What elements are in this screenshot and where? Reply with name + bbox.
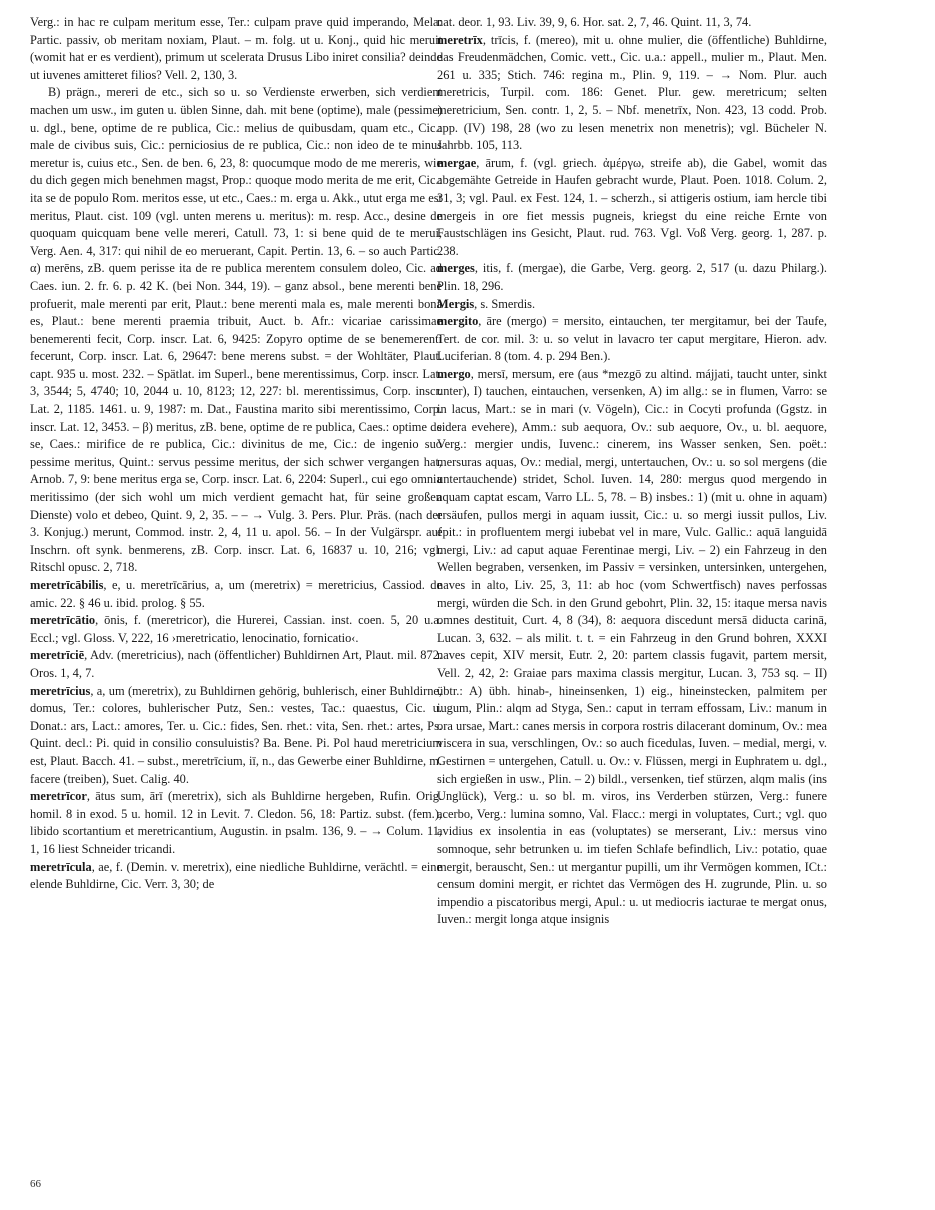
entry-body: , āre (mergo) = mersito, eintauchen, ter mergitamur, bei der Taufe, Tert. de cor. mil. 3: u. so velut in lavacro ter caput mergitare, Hieron. adv. Luciferian. 8 (tom. 4. p. 294 Ben.).: [437, 314, 827, 364]
page-number: 66: [30, 1178, 41, 1190]
entry-body: , ae, f. (Demin. v. meretrix), eine niedliche Buhldirne, verächtl. = eine elende Buhldirne, Cic. Verr. 3, 30; de: [30, 859, 442, 892]
headword: meretrīciē: [30, 648, 85, 663]
entry-meretricula: [30, 859, 442, 894]
entry-mergo: [437, 366, 827, 929]
entry-body: , ātus sum, ārī (meretrix), sich als Buhldirne hergeben, Rufin. Orig. homil. 8 in exod. 5 u. homil. 12 in Levit. 7. Cledon. 56, 18: Partiz. subst. (fem.), libido scortantium et meretricantium, Augustin. in psalm. 136, 9. – → Colum. 11, 1, 16 liest Schneider tricandi.: [30, 789, 442, 856]
entry-body: , mersī, mersum, ere (aus *mezgō zu altind. májjati, taucht unter, sinkt unter), I) tauchen, eintauchen, versenken, A) im allg.: se in flumen, Varro: se in lacus, Mart.: se in mari (v. Vögeln), Cic.: in Cocyti profunda (Ggstz. in sidera evehere), Amm.: sub aequora, Ov.: sub aequore, Ov., u. bl. aequore, Verg.: mergier undis, Iuvenc.: cinerem, ins Wasser senken, Sen. poët.: mersuras aquas, Ov.: medial, mergi, untertauchen, Ov.: u. so sol mergens (die untertauchende) stridet, Schol. Iuven. 14, 280: mergus quod mergendo in aquam captat escam, Varro LL. 5, 78. – B) insbes.: 1) (mit u. ohne in aquam) ersäufen, pullos mergi in aquam iussit, Cic.: u. so mergi iussit pullos, Liv. epit.: in profluentem mergi iubebat vel in mare, Vulc. Gallic.: aquā languidā mergi, Liv.: ad caput aquae Ferentinae mergi, Liv. – 2) ein Fahrzeug in den Wellen begraben, versenken, im Passiv = versinken, untersinken, untergehen, naves in alto, Liv. 25, 3, 11: ab hoc (vom Schwertfisch) naves perfossas mergi, würden die Sch. in den Grund gebohrt, Plin. 32, 15: itaque mersa navis omnes destituit, Curt. 4, 8 (34), 8: aequora discedunt mersā diducta carinā, Lucan. 3, 632. – als milit. t. t. = ein Fahrzeug in den Grund bohren, XXXI naves cepit, XIV mersit, Eutr. 2, 20: partem classis fugavit, partem mersit, Vell. 2, 42, 2: Graiae pars maxima classis mergitur, Lucan. 3, 753 sq. – II) übtr.: A) übh. hinab-, hineinsenken, 1) eig., hineinstecken, palmitem per iugum, Plin.: alqm ad Styga, Sen.: caput in terram effossam, Liv.: manum in ora ursae, Mart.: canes mersis in corpora rostris dilacerant dominum, Ov.: mea viscera in sua, verschlingen, Ov.: so auch ficedulas, Iuven. – medial, mergi, v. Gestirnen = untergehen, Catull. u. Ov.: v. Flüssen, mergi in Euphratem u. dgl., sich ergießen in usw., Plin. – 2) bildl., versenken, tief stürzen, alqm malis (ins Unglück), Verg.: u. so bl. m. viros, ins Verderben stürzen, Verg.: funere acerbo, Verg.: lumina somno, Val. Flacc.: mergi in voluptates, Curt.; vgl. quo avidius ex insolentia in eas (voluptates) se merserant, Liv.: mersus vino somnoque, sehr betrunken u. im tiefen Schlafe befindlich, Liv.: potatio, quae mergit, berauscht, Sen.: ut mergantur pupilli, um ihr Vermögen kommen, ICt.: censum domini mergit, er richtet das Vermögen des H. zugrunde, Plin. u. so impendio a piscatoribus mergi, Apul.: u. ut mediocris iacturae te mergat onus, Iuven.: mergit longa atque insignis: [437, 366, 827, 927]
headword: meretrīx: [437, 32, 483, 47]
entry-meretricatio: [30, 612, 442, 647]
entry-body: , ōnis, f. (meretricor), die Hurerei, Cassian. inst. coen. 5, 20 u.a. Eccl.; vgl. Gloss. V, 222, 16 ›meretricatio, lenocinatio, fornicatio‹.: [30, 613, 442, 645]
headword: Mergis: [437, 296, 475, 311]
left-paragraph-1: Verg.: in hac re culpam meritum esse, Ter.: culpam prave quid imperando, Mela: Partic. passiv, ob meritam noxiam, Plaut. – m. folg. ut u. Konj., quid hic meruit (womit hat er es verdient), primum ut scelerata Drusus Libo iniret consilia? deinde ut iuvenes amitteret filios? Vell. 2, 130, 3.: [30, 15, 442, 82]
entry-merges: [437, 260, 827, 295]
headword: meretrīcātio: [30, 613, 96, 628]
entry-mergito: [437, 313, 827, 366]
entry-meretricor: [30, 788, 442, 858]
headword: mergito: [437, 314, 479, 329]
headword: meretrīcius: [30, 683, 91, 698]
headword: meretrīcor: [30, 789, 87, 804]
entry-body: , e, u. meretrīcārius, a, um (meretrix) = meretricius, Cassiod. de amic. 22. § 46 u. ibid. prolog. § 55.: [30, 578, 442, 610]
entry-body: , ārum, f. (vgl. griech. ἀμέργω, streife ab), die Gabel, womit das abgemähte Getreide in Haufen gebracht wurde, Plaut. Poen. 1018. Colum. 2, 31, 3; vgl. Paul. ex Fest. 124, 1. – scherzh., si attigeris ostium, iam hercle tibi mergeis in ore fiet messis pugneis, kriegst du eine reiche Ernte von Faustschlägen ins Gesicht, Plaut. rud. 763. Vgl. Voß Verg. georg. 1, 287. p. 238.: [437, 155, 827, 258]
right-column: [437, 14, 827, 929]
headword: merges: [437, 261, 475, 276]
entry-body: , s. Smerdis.: [474, 296, 536, 311]
headword: mergae: [437, 155, 477, 170]
left-column: [30, 14, 442, 894]
entry-meretricius: [30, 683, 442, 789]
entry-meretricie: [30, 647, 442, 682]
entry-body: , a, um (meretrix), zu Buhldirnen gehörig, buhlerisch, einer Buhldirne, domus, Ter.: colores, buhlerischer Putz, Sen.: vestes, Tac.: quaestus, Cic. u. Donat.: ars, Lact.: amores, Ter. u. Cic.: fides, Sen. rhet.: vita, Sen. rhet.: artes, Ps. Quint. decl.: Pi. quid in consilio consuluistis? Ba. Bene. Pi. Pol haud meretricium est, Plaut. Bacch. 41. – subst., meretrīcium, iī, n., das Gewerbe einer Buhldirne, m. facere (treiben), Suet. Calig. 40.: [30, 683, 442, 786]
entry-mergae: [437, 155, 827, 261]
right-paragraph-1: nat. deor. 1, 93. Liv. 39, 9, 6. Hor. sat. 2, 7, 46. Quint. 11, 3, 74.: [437, 15, 752, 29]
left-paragraph-2: B) prägn., mereri de etc., sich so u. so Verdienste erwerben, sich verdient machen um usw., im guten u. üblen Sinne, dah. mit bene (optime), male (pessime) u. dgl., bene, optime de re publica, Cic.: melius de quibusdam, quam etc., Cic.: male de civibus suis, Cic.: perniciosius de re publica, Cic.: non ideo de te minus meretur is, cuius etc., Sen. de ben. 6, 23, 8: quocumque modo de me mereris, wie du dich gegen mich benehmen magst, Prop.: quoque modo merita de me erit, Cic.: ita se de populo Rom. meritos esse, ut etc., Caes.: m. erga u. Akk., utut erga me est meritus, Plaut. cist. 109 (vgl. unten merens u. meritus): m. resp. Acc., desine de quoquam quicquam bene velle mereri, Catull. 73, 1: si bene quid de te merui, Verg. Aen. 4, 317: qui nihil de eo meruerant, Capit. Pertin. 13, 6. – so auch Partic. α) merēns, zB. quem perisse ita de re publica merentem consulem doleo, Cic. ad Caes. iun. 2. fr. 6. p. 42 K. (bei Non. 344, 19). – ganz absol., bene merenti bene profuerit, male merenti par erit, Plaut.: bene merenti mala es, male merenti bona es, Plaut.: bene merenti praemia tribuit, Auct. b. Afr.: vicariae carissimae benemerenti fecit, Corp. inscr. Lat. 6, 9425: Zopyro optime de se benemerenti fecerunt, Corp. inscr. Lat. 6, 29647: bene merens subst. = der Wohltäter, Plaut. capt. 935 u. most. 232. – Spätlat. im Superl., bene merentissimus, Corp. inscr. Lat. 3, 3544; 5, 4740; 10, 2044 u. 10, 8123; 12, 227: bl. merentissimus, Corp. inscr. Lat. 2, 1185. 1461. u. 9, 1987: m. Dat., Faustina marito sibi merentissimo, Corp. inscr. Lat. 12, 3453. – β) meritus, zB. bene, optime de re publica, Caes.: optime de se, Caes.: mirifice de re publica, Cic.: divinitus de me, Cic.: de ingenio suo pessime meritus, Quint.: servus pessime meritus, der sich schwer vergangen hat, Arnob. 7, 9: bene meritus erga se, Corp. inscr. Lat. 6, 2204: Superl., cui ego omnia meritissimo (der sich wohl um mich verdient gemacht hat, für seine großen Dienste) volo et debeo, Quint. 9, 2, 35. – – → Vulg. 3. Pers. Plur. Präs. (nach der 3. Konjug.) merunt, Commod. instr. 2, 4, 11 u. apol. 56. – In der Vulgärspr. auf Inschrn. oft synk. benmerens, zB. Corp. inscr. Lat. 6, 16837 u. 10, 216; vgl. Ritschl opusc. 2, 718.: [30, 85, 442, 575]
entry-body: , trīcis, f. (mereo), mit u. ohne mulier, die (öffentliche) Buhldirne, das Freudenmädchen, Comic. vett., Cic. u.a.: appell., mulier m., Plaut. Men. 261 u. 335; Stich. 746: regina m., Plin. 9, 119. – → Nom. Plur. auch meretricis, Turpil. com. 186: Genet. Plur. gew. meretricum; selten meretricium, Sen. contr. 1, 2, 5. – Nbf. menetrīx, Non. 423, 13 codd. Prob. app. (IV) 198, 28 (wo zu lesen menetrix non menetris); vgl. Bücheler N. Jahrbb. 105, 113.: [437, 32, 827, 153]
entry-meretrix: [437, 32, 827, 155]
entry-mergis: [437, 296, 827, 314]
entry-body: , itis, f. (mergae), die Garbe, Verg. georg. 2, 517 (u. dazu Philarg.). Plin. 18, 296.: [437, 261, 827, 293]
headword: meretrīcula: [30, 859, 92, 874]
entry-body: , Adv. (meretricius), nach (öffentlicher) Buhldirnen Art, Plaut. mil. 872. Oros. 1, 4, 7.: [30, 648, 442, 680]
headword: mergo: [437, 366, 471, 381]
headword: meretrīcābilis: [30, 578, 104, 592]
entry-meretricabilis: [30, 577, 442, 612]
